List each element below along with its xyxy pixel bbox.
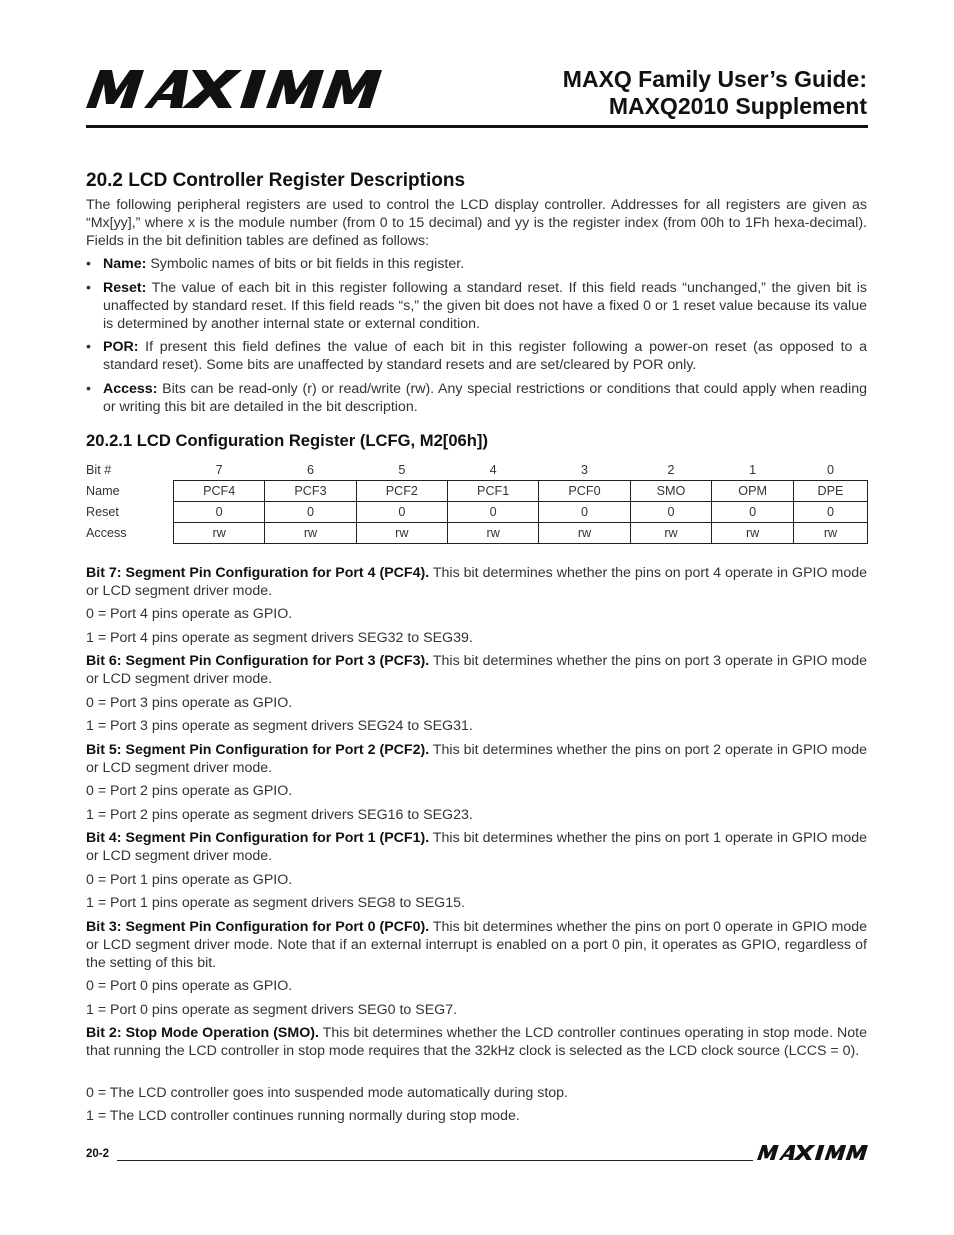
- reset-value: 0: [793, 502, 867, 523]
- row-label: Bit #: [86, 463, 112, 478]
- reset-row: [86, 502, 868, 523]
- bit4-option-0: 0 = Port 1 pins operate as GPIO.: [86, 872, 293, 888]
- bit-title: Bit 5: Segment Pin Configuration for Port 2 (PCF2).: [86, 742, 430, 758]
- access-value: rw: [356, 523, 447, 544]
- bit5-option-1: 1 = Port 2 pins operate as segment drivers SEG16 to SEG23.: [86, 807, 473, 823]
- bullet-term: POR:: [103, 339, 139, 355]
- reset-value: 0: [447, 502, 538, 523]
- bullet-reset: [86, 279, 867, 333]
- bit-title: Bit 4: Segment Pin Configuration for Port 1 (PCF1).: [86, 830, 430, 846]
- intro-paragraph: The following peripheral registers are used to control the LCD display controller. Addresses for all registers are given as “Mx[yy],” where x is the module number (from 0 to 15 decimal) and yy is the register index (from 00h to 1Fh hexa-decimal). Fields in the bit definition tables are defined as follows:: [86, 197, 867, 249]
- section-heading: 20.2 LCD Controller Register Descriptions: [86, 170, 466, 191]
- bit-name: PCF1: [447, 481, 538, 502]
- bullet-por: [86, 338, 867, 374]
- bit-title: Bit 3: Segment Pin Configuration for Port 0 (PCF0).: [86, 919, 430, 935]
- access-value: rw: [712, 523, 794, 544]
- bullet-dot: •: [86, 381, 91, 397]
- bit-text: This bit determines whether the pins on port 4 operate in GPIO mode or LCD segment driver mode.: [86, 565, 867, 599]
- maxim-logo-footer: [757, 1145, 868, 1160]
- bullet-term: Name:: [103, 256, 147, 272]
- bit4-description: [86, 829, 867, 865]
- bit7-option-1: 1 = Port 4 pins operate as segment drivers SEG32 to SEG39.: [86, 630, 473, 646]
- bit-text: This bit determines whether the pins on port 3 operate in GPIO mode or LCD segment driver mode.: [86, 653, 867, 687]
- bit-text: This bit determines whether the LCD controller continues operating in stop mode. Note that running the LCD controller in stop mode requires that the 32kHz clock is selected as the LCD clock source (LCCS = 0).: [86, 1025, 867, 1059]
- row-label: Name: [86, 484, 120, 498]
- bit-number: 5: [398, 463, 406, 477]
- bit-number: 4: [489, 463, 497, 477]
- header-rule: [86, 125, 868, 128]
- bullet-term: Access:: [103, 381, 158, 397]
- bit-name: OPM: [712, 481, 794, 502]
- bit2-option-0: 0 = The LCD controller goes into suspended mode automatically during stop.: [86, 1085, 569, 1101]
- title-line-2: MAXQ2010 Supplement: [608, 93, 867, 119]
- bullet-term: Reset:: [103, 280, 147, 296]
- bit-name: PCF2: [356, 481, 447, 502]
- subsection-heading: 20.2.1 LCD Configuration Register (LCFG, M2[06h]): [86, 431, 488, 450]
- title-line-1: MAXQ Family User’s Guide:: [562, 66, 867, 92]
- access-row: [86, 523, 868, 544]
- bullet-text: Bits can be read-only (r) or read/write (rw). Any special restrictions or conditions that could apply when reading or writing this bit are detailed in the bit description.: [103, 381, 867, 415]
- bullet-dot: •: [86, 256, 91, 272]
- reset-value: 0: [539, 502, 630, 523]
- bullet-name: [86, 255, 867, 273]
- bit-name: DPE: [793, 481, 867, 502]
- page-number: 20-2: [86, 1148, 110, 1160]
- reset-value: 0: [174, 502, 265, 523]
- bit-name: SMO: [630, 481, 712, 502]
- bit6-option-1: 1 = Port 3 pins operate as segment drivers SEG24 to SEG31.: [86, 718, 473, 734]
- access-value: rw: [265, 523, 356, 544]
- access-value: rw: [174, 523, 265, 544]
- bit-number: 6: [306, 463, 314, 477]
- bit-text: This bit determines whether the pins on port 0 operate in GPIO mode or LCD segment driver mode. Note that if an external interrupt is enabled on a port 0 pin, it operates as GPIO, regardless of the setting of this bit.: [86, 919, 867, 971]
- bit-text: This bit determines whether the pins on port 1 operate in GPIO mode or LCD segment driver mode.: [86, 830, 867, 864]
- bit-number-row: [86, 460, 868, 481]
- reset-value: 0: [356, 502, 447, 523]
- footer-rule: [117, 1160, 753, 1161]
- bullet-dot: •: [86, 280, 91, 296]
- bit-number: 3: [580, 463, 588, 477]
- bullet-dot: •: [86, 339, 91, 355]
- access-value: rw: [447, 523, 538, 544]
- reset-value: 0: [712, 502, 794, 523]
- bit6-option-0: 0 = Port 3 pins operate as GPIO.: [86, 695, 293, 711]
- bit3-option-1: 1 = Port 0 pins operate as segment drivers SEG0 to SEG7.: [86, 1002, 458, 1018]
- bit5-description: [86, 741, 867, 777]
- access-value: rw: [539, 523, 630, 544]
- reset-value: 0: [265, 502, 356, 523]
- maxim-logo: [86, 70, 382, 108]
- access-value: rw: [793, 523, 867, 544]
- row-label: Reset: [86, 505, 119, 519]
- bit7-description: [86, 564, 867, 600]
- row-label: Access: [86, 526, 127, 540]
- bullet-access: [86, 380, 867, 416]
- bit-number: 1: [749, 463, 757, 477]
- bit-text: This bit determines whether the pins on port 2 operate in GPIO mode or LCD segment driver mode.: [86, 742, 867, 776]
- bullet-text: If present this field defines the value of each bit in this register following a power-on reset (as opposed to a standard reset). Some bits are unaffected by standard resets and are set/cleared by POR only.: [103, 339, 867, 373]
- document-title: [563, 66, 867, 120]
- bit4-option-1: 1 = Port 1 pins operate as segment drivers SEG8 to SEG15.: [86, 895, 465, 911]
- name-row: [86, 481, 868, 502]
- reset-value: 0: [630, 502, 712, 523]
- bit-name: PCF0: [539, 481, 630, 502]
- bit-name: PCF3: [265, 481, 356, 502]
- bit2-description: [86, 1024, 867, 1060]
- bit-name: PCF4: [174, 481, 265, 502]
- bullet-text: Symbolic names of bits or bit fields in this register.: [146, 256, 465, 272]
- bit-title: Bit 6: Segment Pin Configuration for Port 3 (PCF3).: [86, 653, 430, 669]
- register-table: [86, 460, 868, 544]
- bit-number: 2: [667, 463, 675, 477]
- bit-title: Bit 7: Segment Pin Configuration for Port 4 (PCF4).: [86, 565, 430, 581]
- bit2-option-1: 1 = The LCD controller continues running normally during stop mode.: [86, 1108, 520, 1124]
- bit-title: Bit 2: Stop Mode Operation (SMO).: [86, 1025, 319, 1041]
- bit3-description: [86, 918, 867, 972]
- bit7-option-0: 0 = Port 4 pins operate as GPIO.: [86, 606, 293, 622]
- bit5-option-0: 0 = Port 2 pins operate as GPIO.: [86, 783, 293, 799]
- bit3-option-0: 0 = Port 0 pins operate as GPIO.: [86, 978, 293, 994]
- bit-number: 7: [215, 463, 223, 477]
- bullet-text: The value of each bit in this register following a standard reset. If this field reads “unchanged,” the given bit is unaffected by standard reset. If this field reads “s,” the given bit does not have a fixed 0 or 1 reset value because its value is determined by another internal state or external condition.: [103, 280, 867, 332]
- bit-number: 0: [826, 463, 834, 477]
- bit6-description: [86, 652, 867, 688]
- access-value: rw: [630, 523, 712, 544]
